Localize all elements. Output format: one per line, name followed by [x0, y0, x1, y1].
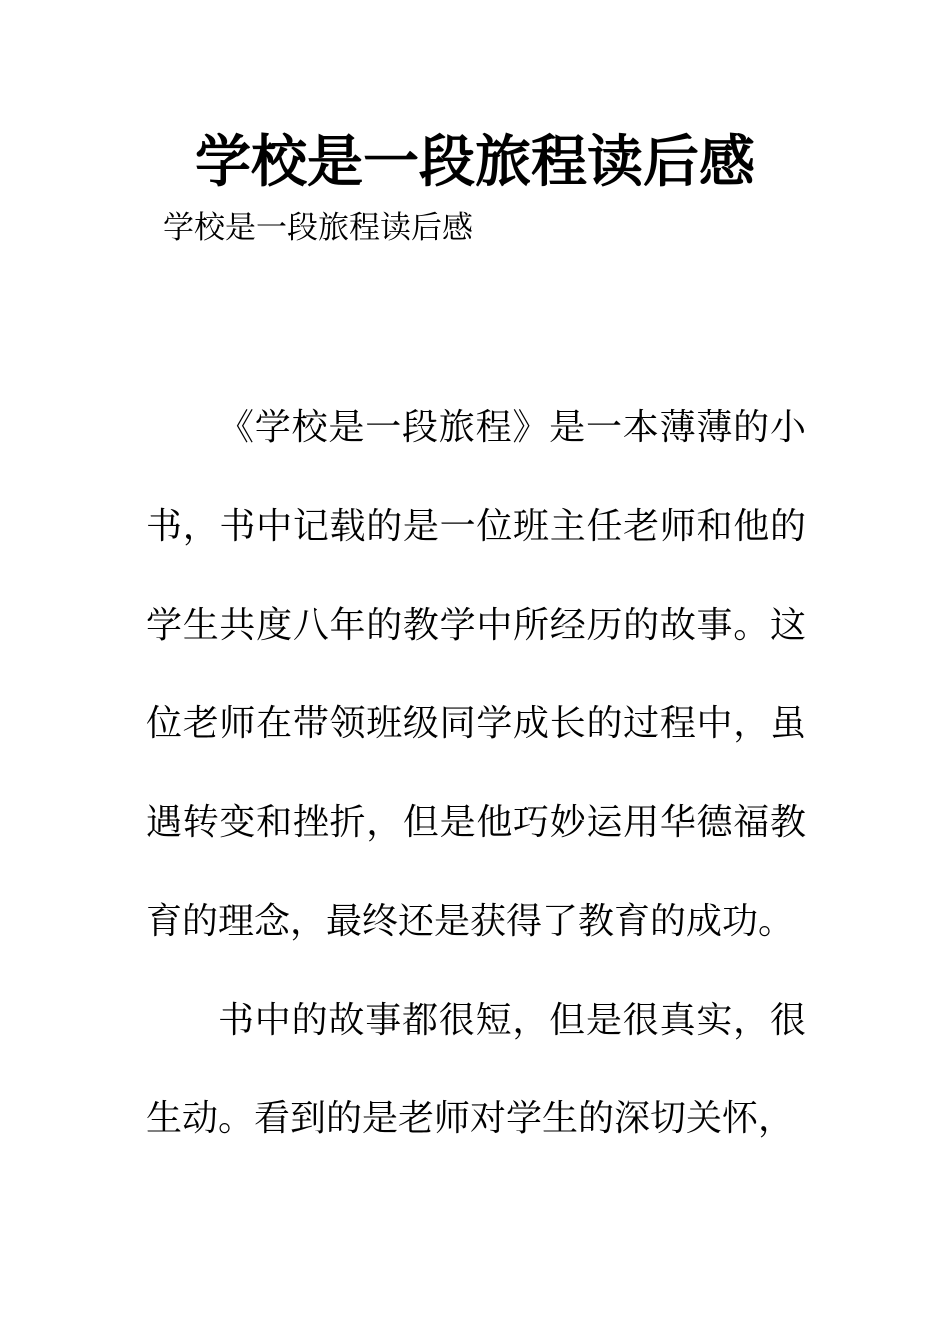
text-line: 《 学 校 是 一 段 旅 程 》 是 一 本 薄 薄 的 小	[218, 407, 806, 448]
text-line: 书 ， 书 中 记 载 的 是 一 位 班 主 任 老 师 和 他 的	[146, 506, 806, 547]
page-title: 学校是一段旅程读后感	[195, 130, 755, 195]
text-line: 学 生 共 度 八 年 的 教 学 中 所 经 历 的 故 事 。 这	[146, 605, 806, 646]
text-line: 位 老 师 在 带 领 班 级 同 学 成 长 的 过 程 中 ， 虽	[146, 703, 806, 744]
text-line: 书 中 的 故 事 都 很 短 ， 但 是 很 真 实 ， 很	[218, 1000, 806, 1041]
page-subtitle: 学校是一段旅程读后感	[163, 210, 473, 246]
text-line: 育的理念，最终还是获得了教育的成功。	[146, 901, 795, 942]
text-line: 生动。看到的是老师对学生的深切关怀，	[146, 1098, 795, 1139]
text-line: 遇 转 变 和 挫 折 ， 但 是 他 巧 妙 运 用 华 德 福 教	[146, 802, 806, 843]
